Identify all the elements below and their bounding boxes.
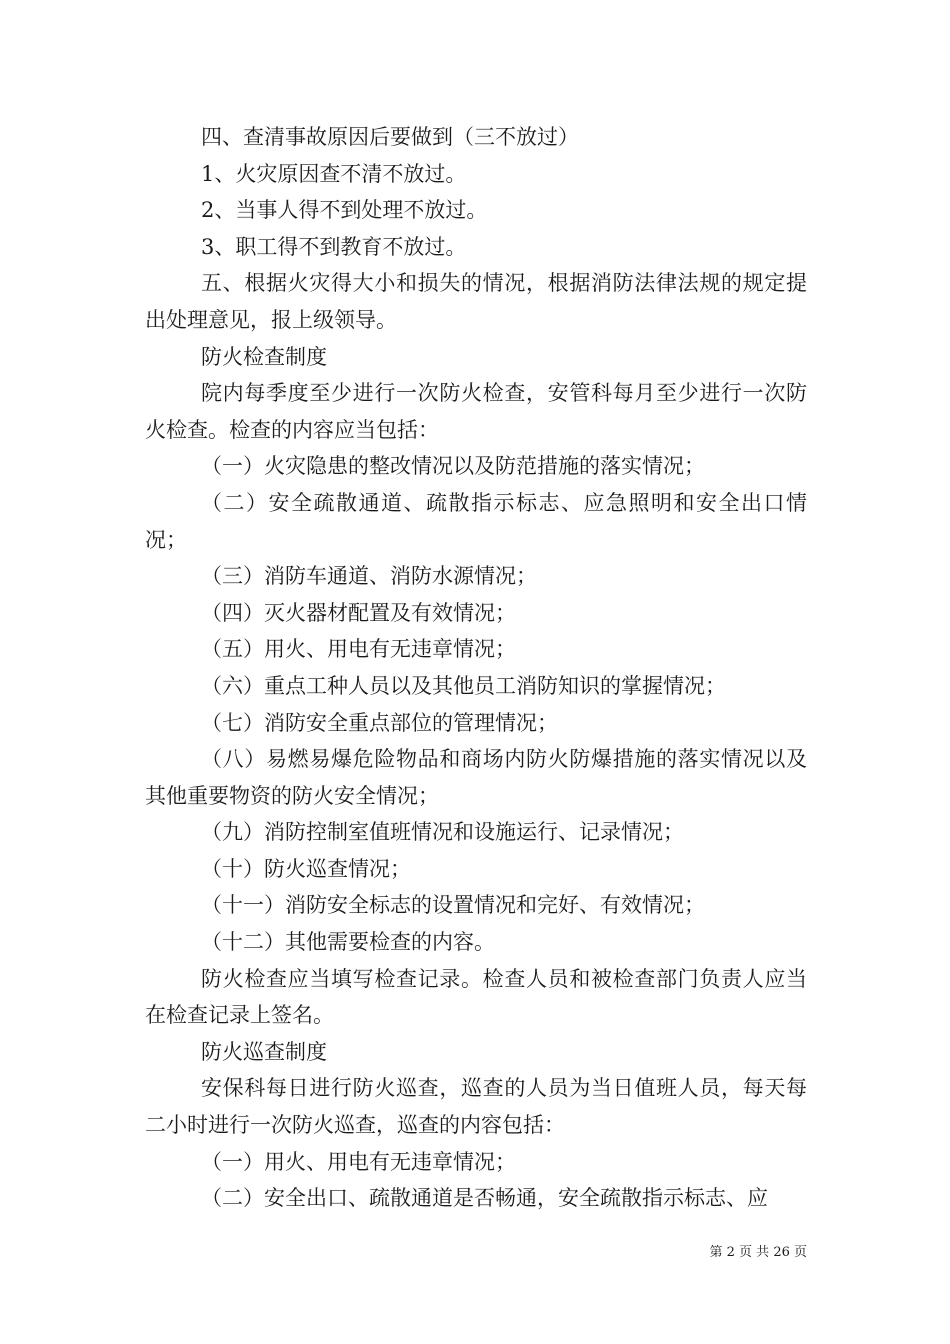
list-item-5: （五）用火、用电有无违章情况；	[201, 637, 516, 662]
list-item-7: （七）消防安全重点部位的管理情况；	[201, 710, 558, 735]
patrol-list-item-1: （一）用火、用电有无违章情况；	[201, 1149, 516, 1174]
paragraph-22: 安保科每日进行防火巡查，巡查的人员为当日值班人员，每天每二小时进行一次防火巡查，巡查的内容包括：	[145, 1076, 807, 1138]
paragraph-2: 1、火灾原因查不清不放过。	[201, 161, 467, 186]
paragraph-20: 防火检查应当填写检查记录。检查人员和被检查部门负责人应当在检查记录上签名。	[145, 966, 807, 1028]
section-heading-fire-inspection: 防火检查制度	[201, 344, 327, 369]
list-item-3: （三）消防车通道、消防水源情况；	[201, 564, 537, 589]
list-item-11: （十一）消防安全标志的设置情况和完好、有效情况；	[201, 893, 705, 918]
list-item-4: （四）灭火器材配置及有效情况；	[201, 600, 516, 625]
page-number-footer: 第 2 页 共 26 页	[709, 1245, 807, 1260]
paragraph-1: 四、查清事故原因后要做到（三不放过）	[201, 125, 579, 149]
paragraph-4: 3、职工得不到教育不放过。	[201, 234, 467, 259]
list-item-6: （六）重点工种人员以及其他员工消防知识的掌握情况；	[201, 673, 726, 698]
paragraph-7: 院内每季度至少进行一次防火检查，安管科每月至少进行一次防火检查。检查的内容应当包括：	[145, 381, 807, 442]
section-heading-fire-patrol: 防火巡查制度	[201, 1039, 327, 1064]
document-body	[145, 119, 807, 1217]
list-item-1: （一）火灾隐患的整改情况以及防范措施的落实情况；	[201, 454, 705, 479]
list-item-12: （十二）其他需要检查的内容。	[201, 930, 495, 955]
list-item-2: （二）安全疏散通道、疏散指示标志、应急照明和安全出口情况；	[145, 490, 807, 552]
list-item-8: （八）易燃易爆危险物品和商场内防火防爆措施的落实情况以及其他重要物资的防火安全情况；	[145, 747, 807, 808]
patrol-list-item-2: （二）安全出口、疏散通道是否畅通，安全疏散指示标志、应	[201, 1186, 768, 1211]
paragraph-5: 五、根据火灾得大小和损失的情况，根据消防法律法规的规定提出处理意见，报上级领导。	[145, 271, 807, 332]
paragraph-3: 2、当事人得不到处理不放过。	[201, 198, 488, 223]
list-item-9: （九）消防控制室值班情况和设施运行、记录情况；	[201, 820, 684, 845]
list-item-10: （十）防火巡查情况；	[201, 856, 411, 881]
